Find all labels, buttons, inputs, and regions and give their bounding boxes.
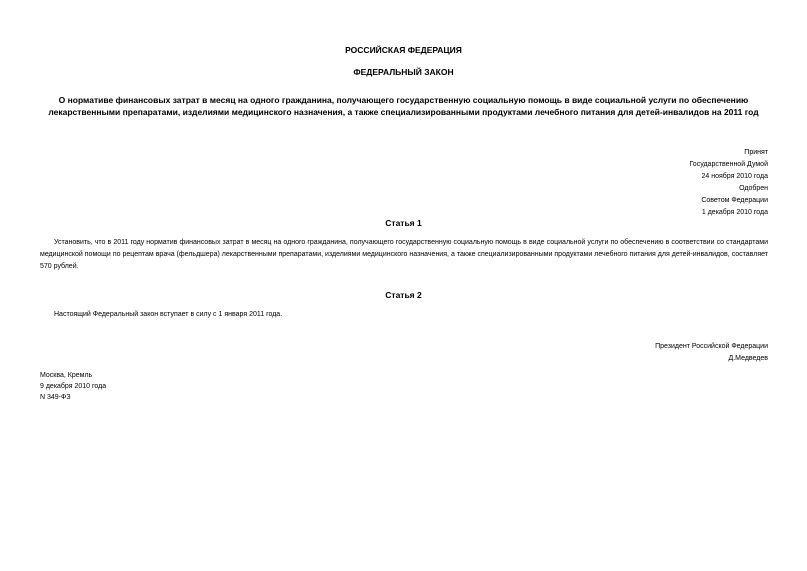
signing-date: 9 декабря 2010 года <box>40 383 107 390</box>
adoption-line: 24 ноября 2010 года <box>701 173 768 180</box>
signature-block <box>655 341 768 365</box>
document-type-header: ФЕДЕРАЛЬНЫЙ ЗАКОН <box>353 67 454 77</box>
signing-place: Москва, Кремль <box>40 372 93 379</box>
article-1-text: Установить, что в 2011 году норматив финансовых затрат в месяц на одного гражданина, получающего государственную социальную помощь в виде социальной услуги по обеспечению в соответствии со стандартами медицинской помощи по рецептам врача (фельдшера) лекарственными препаратами, изделиями медицинского назначения, а также специализированными продуктами лечебного питания для детей-инвалидов, составляет 570 рублей. <box>40 239 768 270</box>
adoption-line: Государственной Думой <box>689 161 768 168</box>
signatory-name: Д.Медведев <box>728 355 768 362</box>
adoption-line: 1 декабря 2010 года <box>701 209 768 216</box>
adoption-line: Одобрен <box>739 185 768 192</box>
adoption-block <box>689 147 768 219</box>
law-title: О нормативе финансовых затрат в месяц на одного гражданина, получающего государственную социальную помощь в виде социальной услуги по обеспечению лекарственными препаратами, изделиями медицинского назначения, а также специализированными продуктами лечебного питания для детей-инвалидов на 2011 год <box>48 95 759 117</box>
article-1-heading: Статья 1 <box>385 218 422 228</box>
adoption-line: Принят <box>744 149 768 156</box>
article-2-text: Настоящий Федеральный закон вступает в силу с 1 января 2011 года. <box>54 311 283 318</box>
place-date-block <box>40 370 106 403</box>
country-header: РОССИЙСКАЯ ФЕДЕРАЦИЯ <box>345 45 462 55</box>
article-2-heading: Статья 2 <box>385 290 422 300</box>
adoption-line: Советом Федерации <box>701 197 768 204</box>
signatory-position: Президент Российской Федерации <box>655 343 768 350</box>
law-number: N 349-ФЗ <box>40 394 71 401</box>
